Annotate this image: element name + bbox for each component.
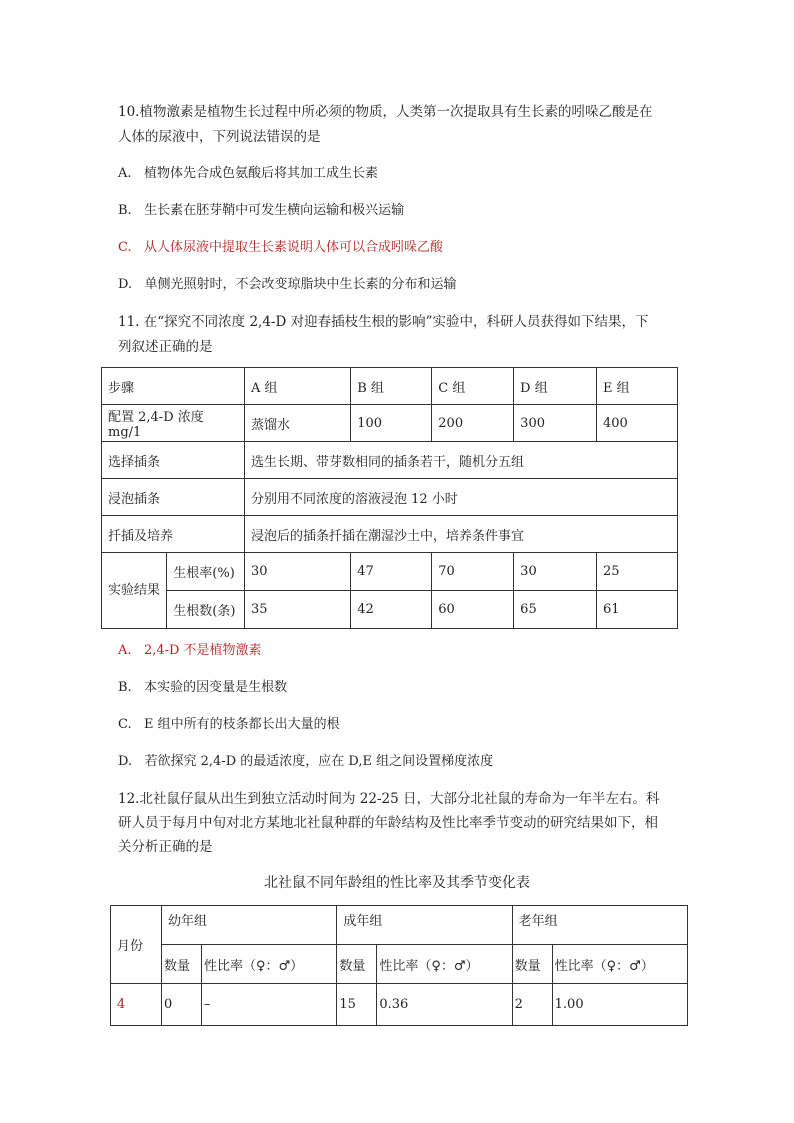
juvenile-count-header: 数量	[162, 945, 202, 984]
juvenile-count-cell: 0	[162, 984, 202, 1026]
option-text: 从人体尿液中提取生长素说明人体可以合成吲哚乙酸	[144, 240, 444, 255]
concentration-e: 400	[597, 405, 678, 442]
group-a-header: A 组	[245, 368, 351, 405]
planting-text: 浸泡后的插条扦插在潮湿沙土中，培养条件事宜	[245, 516, 678, 553]
root-count-c: 60	[432, 591, 514, 629]
q12-stem-line3: 关分析正确的是	[118, 839, 213, 855]
soak-cuttings-text: 分别用不同浓度的溶液浸泡 12 小时	[245, 479, 678, 516]
experiment-table	[101, 367, 678, 629]
old-group-header: 老年组	[512, 906, 687, 945]
concentration-c: 200	[432, 405, 514, 442]
soak-cuttings-label: 浸泡插条	[102, 479, 245, 516]
q10-option-d	[118, 273, 457, 292]
option-letter: C.	[118, 240, 132, 255]
q11-option-b	[118, 676, 287, 695]
q12-stem-line2: 研人员于每月中旬对北方某地北社鼠种群的年龄结构及性比率季节变动的研究结果如下，相	[118, 815, 658, 831]
month-header: 月份	[111, 906, 162, 984]
result-label: 实验结果	[102, 553, 167, 629]
month-cell: 4	[111, 984, 162, 1026]
root-count-b: 42	[351, 591, 432, 629]
rooting-rate-c: 70	[432, 553, 514, 591]
adult-ratio-header: 性比率（♀：♂）	[377, 945, 512, 984]
option-text: 若欲探究 2,4-D 的最适浓度，应在 D,E 组之间设置梯度浓度	[144, 754, 494, 769]
option-text: 生长素在胚芽鞘中可发生横向运输和极兴运输	[144, 203, 405, 218]
planting-label: 扦插及培养	[102, 516, 245, 553]
group-d-header: D 组	[514, 368, 597, 405]
q10-stem-line2: 人体的尿液中，下列说法错误的是	[118, 129, 321, 145]
option-letter: B.	[118, 680, 132, 695]
option-letter: A.	[118, 166, 132, 181]
q11-option-c	[118, 713, 340, 732]
adult-count-cell: 15	[337, 984, 377, 1026]
select-cuttings-label: 选择插条	[102, 442, 245, 479]
rooting-rate-a: 30	[245, 553, 351, 591]
q11-option-a	[118, 639, 262, 658]
option-text: 本实验的因变量是生根数	[144, 680, 288, 695]
juvenile-ratio-cell: –	[202, 984, 337, 1026]
old-ratio-header: 性比率（♀：♂）	[552, 945, 687, 984]
step-header: 步骤	[102, 368, 245, 405]
q10-option-c	[118, 236, 443, 255]
option-text: 单侧光照射时，不会改变琼脂块中生长素的分布和运输	[144, 277, 457, 292]
rooting-rate-d: 30	[514, 553, 597, 591]
root-count-label: 生根数(条)	[167, 591, 245, 629]
concentration-d: 300	[514, 405, 597, 442]
concentration-label: 配置 2,4-D 浓度 mg/1	[102, 405, 245, 442]
group-c-header: C 组	[432, 368, 514, 405]
option-letter: D.	[118, 754, 133, 769]
juvenile-ratio-header: 性比率（♀：♂）	[202, 945, 337, 984]
rooting-rate-label: 生根率(%)	[167, 553, 245, 591]
select-cuttings-text: 选生长期、带芽数相同的插条若干，随机分五组	[245, 442, 678, 479]
concentration-a: 蒸馏水	[245, 405, 351, 442]
option-letter: C.	[118, 717, 132, 732]
adult-ratio-cell: 0.36	[377, 984, 512, 1026]
adult-group-header: 成年组	[337, 906, 512, 945]
sex-ratio-table	[110, 905, 688, 1026]
concentration-b: 100	[351, 405, 432, 442]
q12-stem-line1: 12.北社鼠仔鼠从出生到独立活动时间为 22-25 日，大部分北社鼠的寿命为一年半左右。科	[118, 791, 660, 807]
root-count-d: 65	[514, 591, 597, 629]
q10-option-b	[118, 199, 404, 218]
root-count-e: 61	[597, 591, 678, 629]
q11-option-d	[118, 750, 493, 769]
old-ratio-cell: 1.00	[552, 984, 687, 1026]
group-e-header: E 组	[597, 368, 678, 405]
rooting-rate-b: 47	[351, 553, 432, 591]
option-text: 植物体先合成色氨酸后将其加工成生长素	[143, 166, 378, 181]
q11-stem-line1: 11. 在“探究不同浓度 2,4-D 对迎春插枝生根的影响”实验中，科研人员获得如下结果，下	[118, 314, 649, 330]
table-caption: 北社鼠不同年龄组的性比率及其季节变化表	[264, 875, 530, 891]
root-count-a: 35	[245, 591, 351, 629]
q10-option-a	[118, 162, 378, 181]
old-count-header: 数量	[512, 945, 552, 984]
group-b-header: B 组	[351, 368, 432, 405]
option-text: 2,4-D 不是植物激素	[143, 643, 262, 658]
option-text: E 组中所有的枝条都长出大量的根	[144, 717, 340, 732]
option-letter: A.	[118, 643, 132, 658]
q11-stem-line2: 列叙述正确的是	[118, 339, 213, 355]
adult-count-header: 数量	[337, 945, 377, 984]
rooting-rate-e: 25	[597, 553, 678, 591]
option-letter: D.	[118, 277, 133, 292]
option-letter: B.	[118, 203, 132, 218]
juvenile-group-header: 幼年组	[162, 906, 337, 945]
q10-stem-line1: 10.植物激素是植物生长过程中所必须的物质，人类第一次提取具有生长素的吲哚乙酸是在	[118, 104, 653, 120]
old-count-cell: 2	[512, 984, 552, 1026]
